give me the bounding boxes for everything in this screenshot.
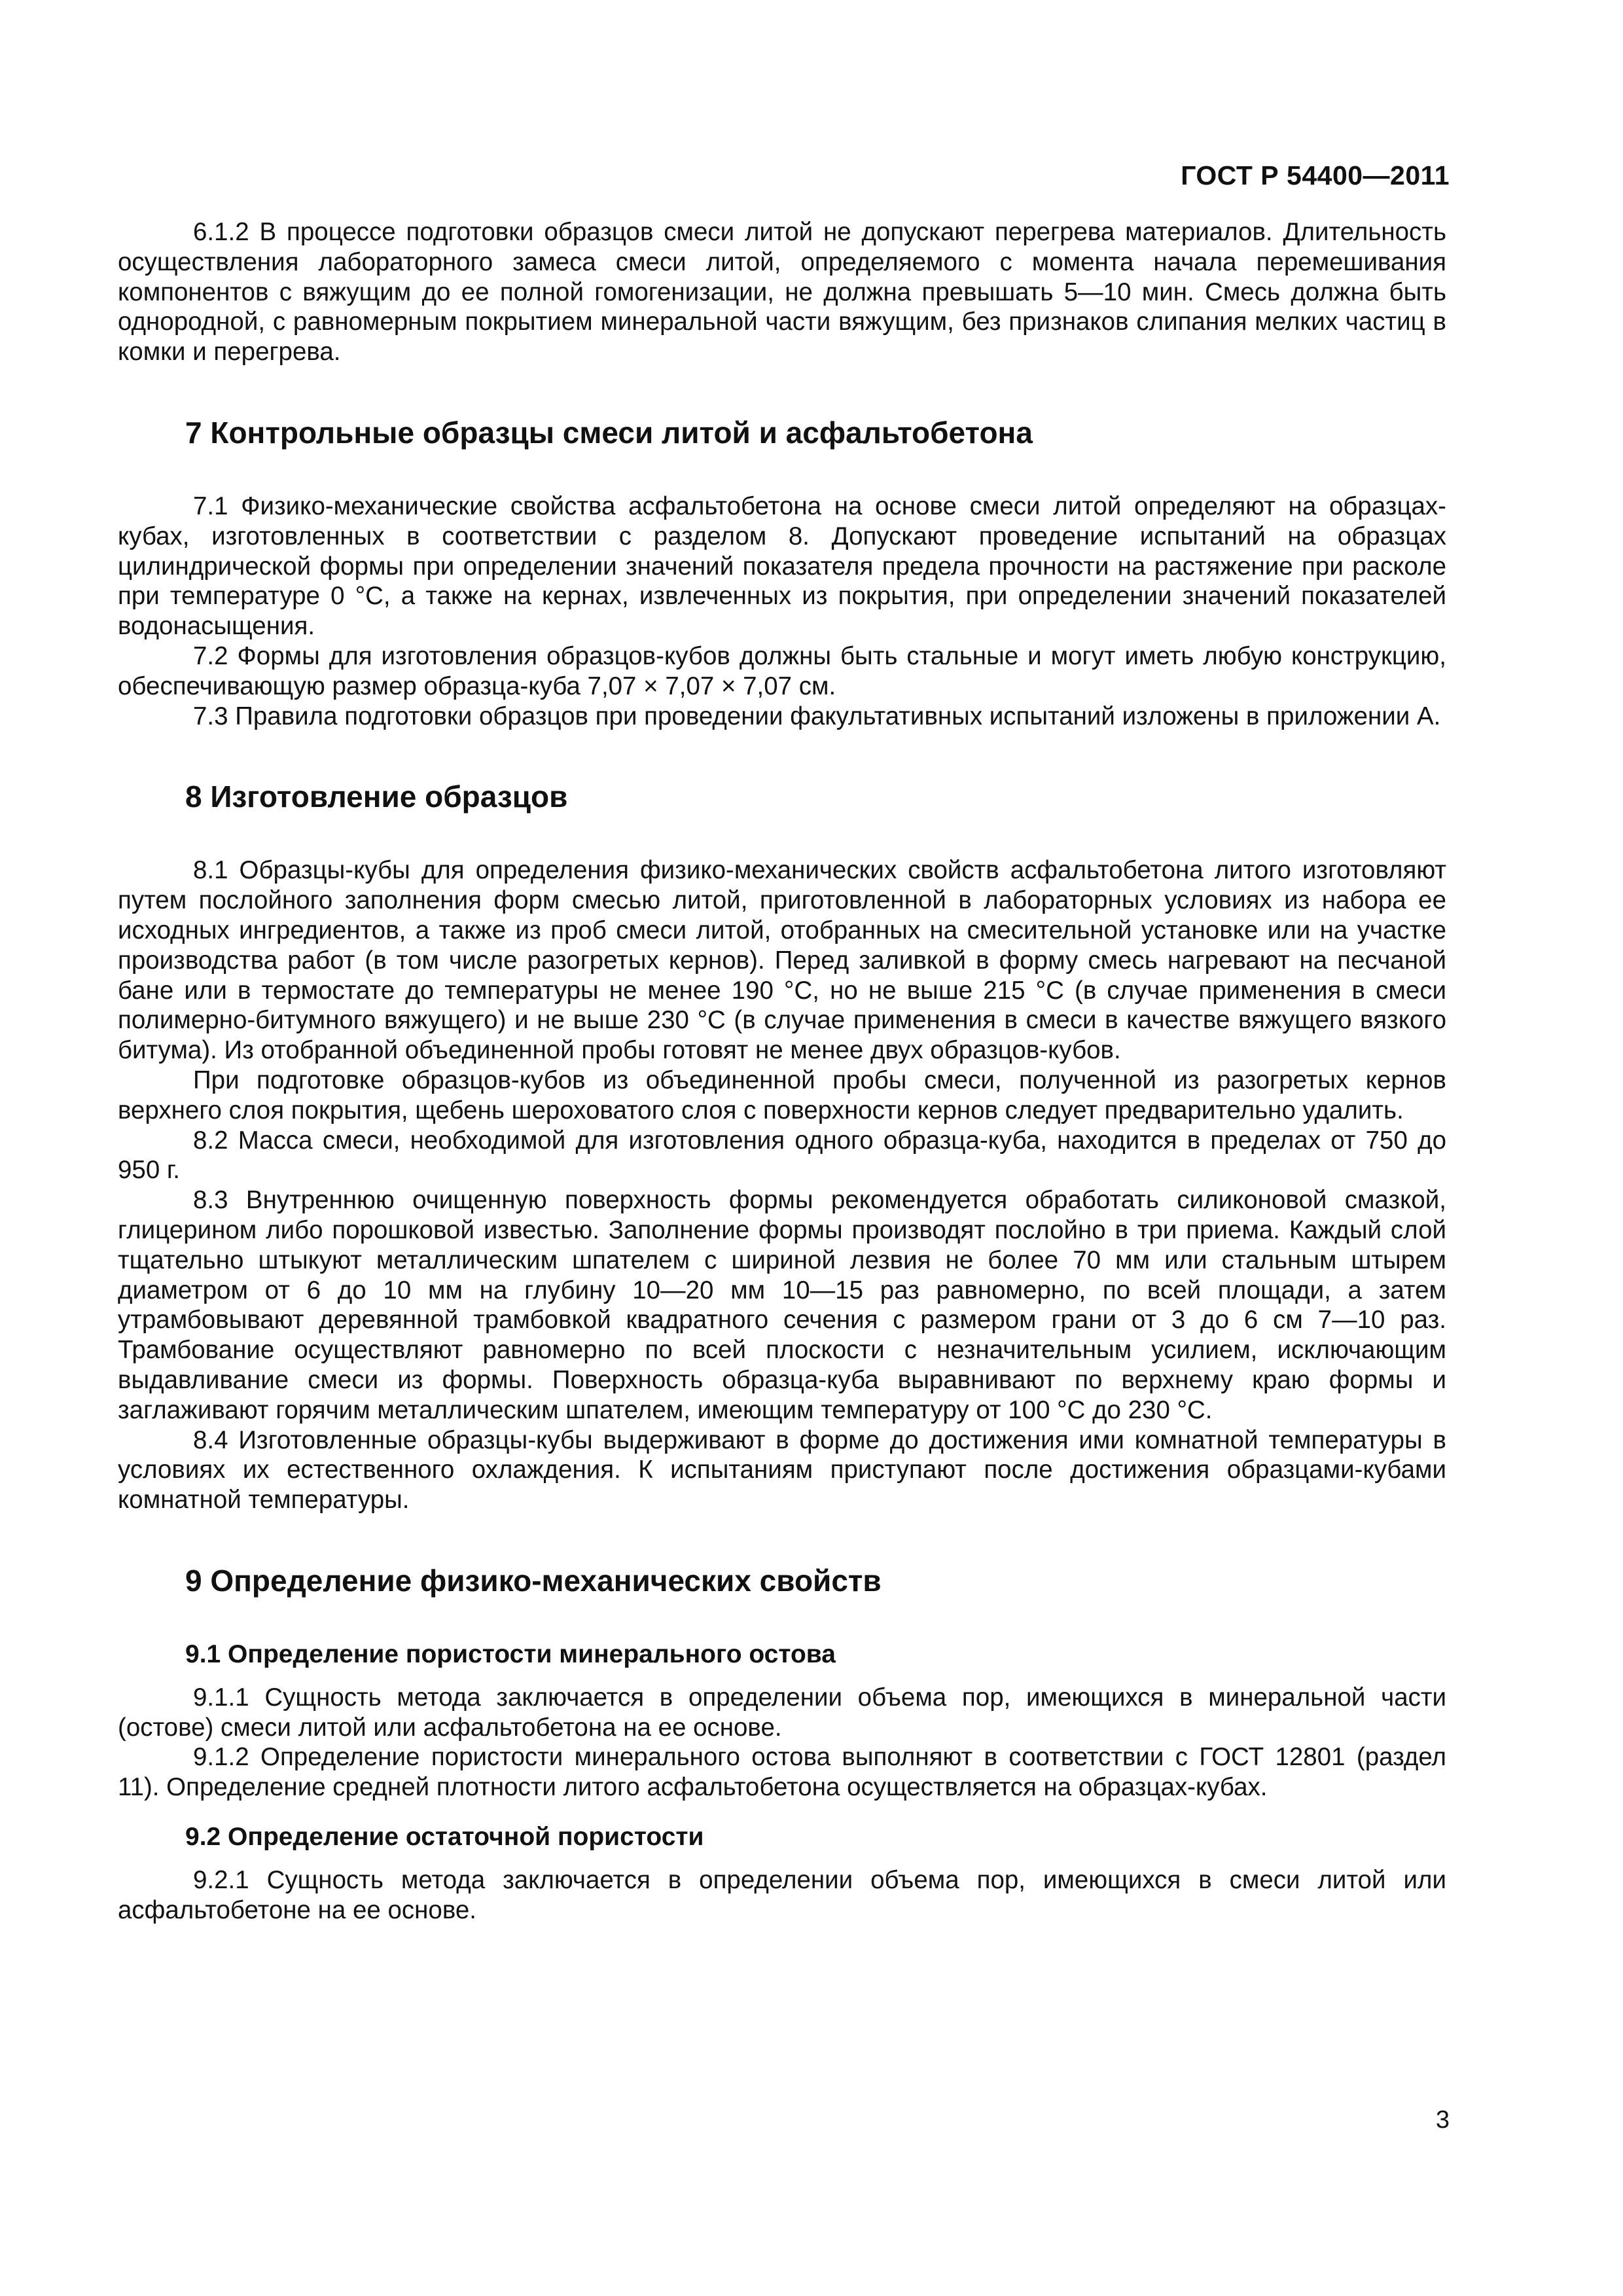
paragraph-7-1: 7.1 Физико-механические свойства асфальтобетона на основе смеси литой определяют на образцах-кубах, изготовленных в соответствии с разделом 8. Допускают проведение испытаний на образцах цилиндрической формы при определении значений показателя предела прочности на растяжение при расколе при температуре 0 °С, а также на кернах, извлеченных из покрытия, при определении значений показателей водонасыщения. (118, 492, 1446, 641)
subsection-heading-9-1: 9.1 Определение пористости минерального остова (185, 1640, 836, 1668)
paragraph-9-2-1: 9.2.1 Сущность метода заключается в определении объема пор, имеющихся в смеси литой или асфальтобетоне на ее основе. (118, 1866, 1446, 1924)
paragraph-8-4: 8.4 Изготовленные образцы-кубы выдерживают в форме до достижения ими комнатной температуры в условиях их естественного охлаждения. К испытаниям приступают после достижения образцами-кубами комнатной температуры. (118, 1426, 1446, 1515)
paragraph-7-2: 7.2 Формы для изготовления образцов-кубов должны быть стальные и могут иметь любую конструкцию, обеспечивающую размер образца-куба 7,07 × 7,07 × 7,07 см. (118, 641, 1446, 700)
paragraph-8-2: 8.2 Масса смеси, необходимой для изготовления одного образца-куба, находится в пределах от 750 до 950 г. (118, 1126, 1446, 1185)
section-heading-9: 9 Определение физико-механических свойств (185, 1563, 882, 1598)
section-heading-8: 8 Изготовление образцов (185, 780, 568, 814)
paragraph-8-1-note: При подготовке образцов-кубов из объединенной пробы смеси, полученной из разогретых кернов верхнего слоя покрытия, щебень шероховатого слоя с поверхности кернов следует предварительно удалить. (118, 1066, 1446, 1124)
document-body (118, 217, 1446, 1926)
paragraph-8-3: 8.3 Внутреннюю очищенную поверхность формы рекомендуется обработать силиконовой смазкой, глицерином либо порошковой известью. Заполнение формы производят послойно в три приема. Каждый слой тщательно штыкуют металлическим шпателем с шириной лезвия не более 70 мм или стальным штырем диаметром от 6 до 10 мм на глубину 10—20 мм 10—15 раз равномерно, по всей площади, а затем утрамбовывают деревянной трамбовкой квадратного сечения с размером грани от 3 до 6 см 7—10 раз. Трамбование осуществляют равномерно по всей плоскости с незначительным усилием, исключающим выдавливание смеси из формы. Поверхность образца-куба выравнивают по верхнему краю формы и заглаживают горячим металлическим шпателем, имеющим температуру от 100 °С до 230 °С. (118, 1186, 1446, 1424)
paragraph-7-3: 7.3 Правила подготовки образцов при проведении факультативных испытаний изложены в приложении А. (193, 702, 1441, 730)
paragraph-8-1: 8.1 Образцы-кубы для определения физико-механических свойств асфальтобетона литого изготовляют путем послойного заполнения форм смесью литой, приготовленной в лабораторных условиях из набора ее исходных ингредиентов, а также из проб смеси литой, отобранных на смесительной установке или на участке производства работ (в том числе разогретых кернов). Перед заливкой в форму смесь нагревают на песчаной бане или в термостате до температуры не менее 190 °С, но не выше 215 °С (в случае применения в смеси полимерно-битумного вяжущего) и не выше 230 °С (в случае применения в смеси в качестве вяжущего вязкого битума). Из отобранной объединенной пробы готовят не менее двух образцов-кубов. (118, 856, 1446, 1065)
standard-code-header: ГОСТ Р 54400—2011 (1181, 160, 1450, 190)
paragraph-6-1-2: 6.1.2 В процессе подготовки образцов смеси литой не допускают перегрева материалов. Длительность осуществления лабораторного замеса смеси литой, определяемого с момента начала перемешивания компонентов с вяжущим до ее полной гомогенизации, не должна превышать 5—10 мин. Смесь должна быть однородной, с равномерным покрытием минеральной части вяжущим, без признаков слипания мелких частиц в комки и перегрева. (118, 218, 1446, 367)
paragraph-9-1-1: 9.1.1 Сущность метода заключается в определении объема пор, имеющихся в минеральной части (остове) смеси литой или асфальтобетона на ее основе. (118, 1683, 1446, 1742)
subsection-heading-9-2: 9.2 Определение остаточной пористости (185, 1823, 704, 1852)
section-heading-7: 7 Контрольные образцы смеси литой и асфальтобетона (185, 415, 1033, 450)
page-number: 3 (1435, 2106, 1450, 2134)
paragraph-9-1-2: 9.1.2 Определение пористости минерального остова выполняют в соответствии с ГОСТ 12801 (раздел 11). Определение средней плотности литого асфальтобетона осуществляется на образцах-кубах. (118, 1743, 1446, 1802)
